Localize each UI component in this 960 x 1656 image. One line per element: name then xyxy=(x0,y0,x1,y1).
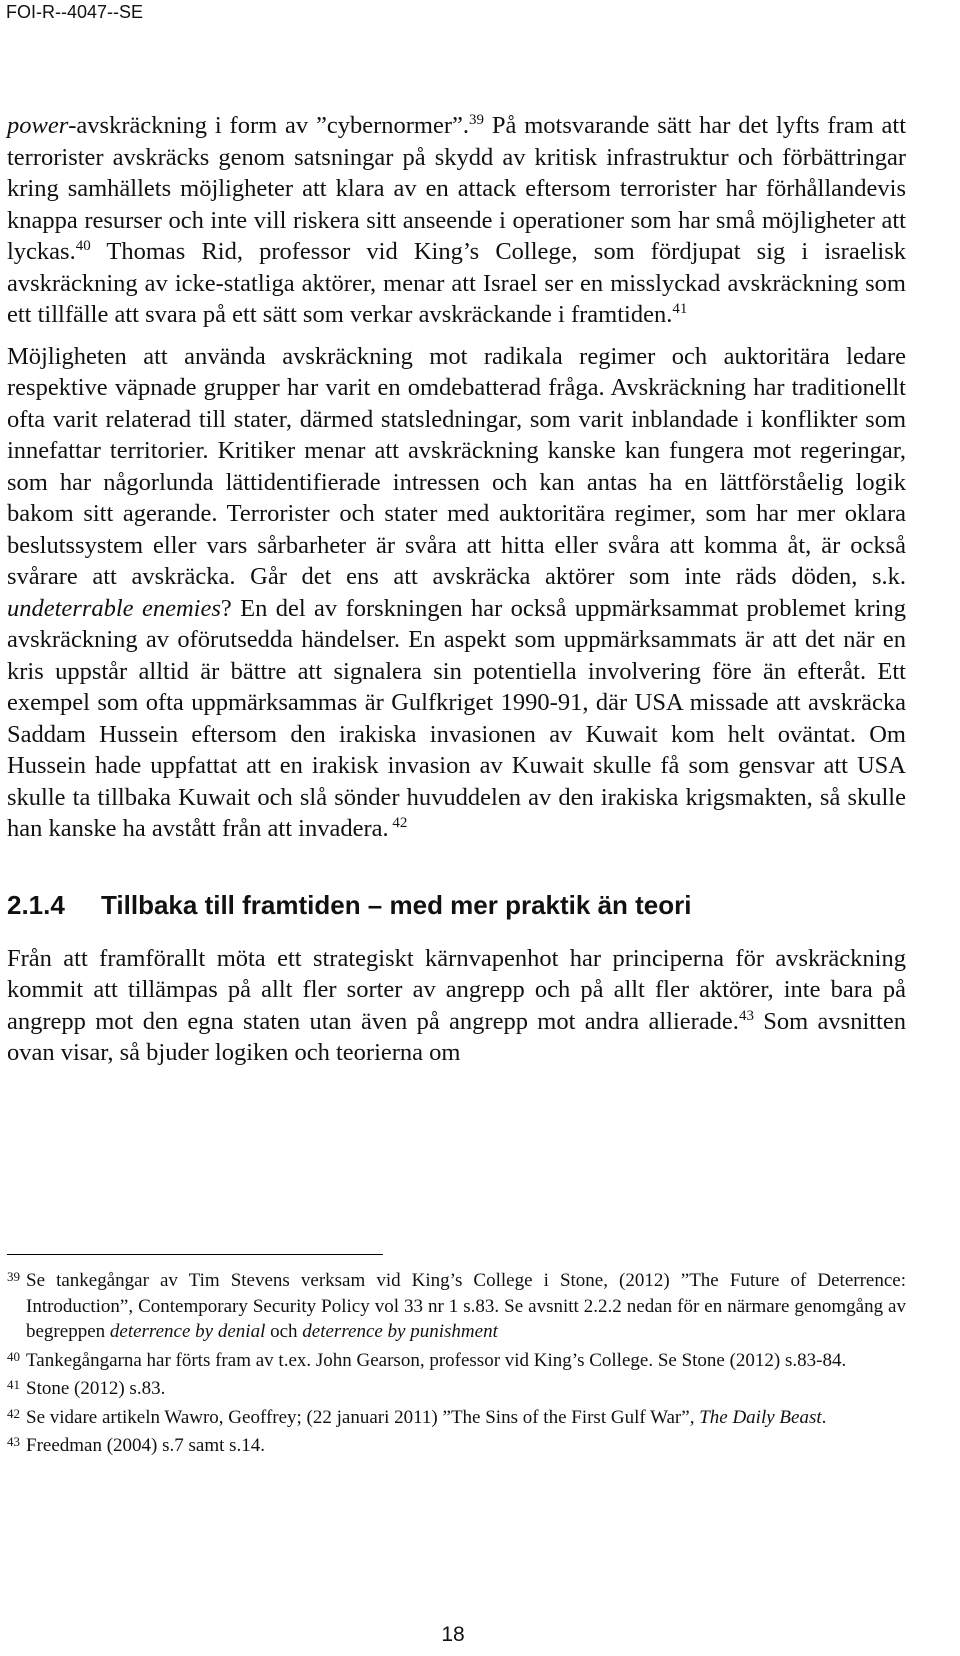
footnote-text: Se tankegångar av Tim Stevens verksam vid King’s College i Stone, (2012) ”The Future of Deterrence: Introduction”, Contemporary Security Policy vol 33 nr 1 s.83. Se avsnitt 2.2.2 nedan för en närmare genomgång av begreppen xyxy=(26,1270,906,1342)
footnote-text: Tankegångarna har förts fram av t.ex. John Gearson, professor vid King’s College. Se Stone (2012) s.83-84. xyxy=(26,1349,847,1371)
section-heading xyxy=(7,889,906,921)
text-run: Möjligheten att använda avskräckning mot radikala regimer och auktoritära ledare respektive väpnade grupper har varit en omdebatterad fråga. Avskräckning har traditionellt ofta varit relaterad till stater, därmed statsledningar, som varit inblandade i konflikter som innefattar territorier. Kritiker menar att avskräckning kanske kan fungera mot regeringar, som har någorlunda lättidentifierade intressen och kan antas ha en lättförståelig logik bakom sitt agerande. Terrorister och stater med auktoritära regimer, som har mer oklara beslutssystem eller vars sårbarheter är svåra att hitta eller svåra att komma åt, är också svårare att avskräcka. Går det ens att avskräcka aktörer som inte räds döden, s.k. xyxy=(7,342,906,590)
footnote-ref-43[interactable]: 43 xyxy=(738,1007,754,1024)
body-paragraph-3 xyxy=(7,943,906,1069)
footnote-43 xyxy=(7,1433,906,1459)
italic-term: power xyxy=(7,112,69,139)
body-paragraph-1 xyxy=(7,110,906,331)
document-id-header: FOI-R--4047--SE xyxy=(6,2,144,22)
footnote-40 xyxy=(7,1348,906,1374)
main-text xyxy=(7,110,906,1079)
text-run: Thomas Rid, professor vid King’s College, som fördjupat sig i israelisk avskräckning av icke-statliga aktörer, menar att Israel ser en misslyckad avskräckning som ett tillfälle att svara på ett sätt som verkar avskräckande i framtiden. xyxy=(7,238,906,328)
footnote-text: . xyxy=(821,1406,827,1428)
footnote-number: 39 xyxy=(7,1269,20,1284)
footnote-39 xyxy=(7,1268,906,1345)
footnote-ref-41[interactable]: 41 xyxy=(672,301,688,317)
footnote-number: 43 xyxy=(7,1434,20,1449)
footnote-number: 41 xyxy=(7,1377,20,1392)
footnote-ref-42[interactable]: 42 xyxy=(388,815,408,831)
footnote-42 xyxy=(7,1405,906,1431)
footnote-italic: deterrence by punishment xyxy=(302,1321,498,1342)
page-number: 18 xyxy=(441,1623,465,1646)
footnote-ref-40[interactable]: 40 xyxy=(75,238,91,254)
footnote-separator xyxy=(7,1254,383,1255)
text-run: ? En del av forskningen har också uppmärksammat problemet kring avskräckning av oförutsedda händelser. En aspekt som uppmärksammats är att det när en kris uppstår alltid är bättre att signalera sin potentiella involvering före än efteråt. Ett exempel som ofta uppmärksammas är Gulfkriget 1990-91, där USA missade att avskräcka Saddam Hussein eftersom den irakiska invasionen av Kuwait kom helt oväntat. Om Hussein hade uppfattat att en irakisk invasion av Kuwait skulle få som gensvar att USA skulle ta tillbaka Kuwait och slå sönder huvuddelen av den irakiska krigsmakten, så skulle han kanske ha avstått från att invadera. xyxy=(7,594,906,842)
section-title: Tillbaka till framtiden – med mer praktik än teori xyxy=(101,889,692,920)
italic-term: undeterrable enemies xyxy=(7,594,221,622)
footnote-italic: deterrence by denial xyxy=(109,1321,266,1342)
text-run: -avskräckning i form av ”cybernormer”. xyxy=(68,112,470,139)
footnote-41 xyxy=(7,1376,906,1402)
footnote-text: Se vidare artikeln Wawro, Geoffrey; (22 januari 2011) ”The Sins of the First Gulf War”, xyxy=(26,1406,700,1428)
section-number: 2.1.4 xyxy=(7,889,65,920)
footnote-text: Stone (2012) s.83. xyxy=(26,1378,166,1399)
body-paragraph-2 xyxy=(7,341,906,845)
footnotes xyxy=(7,1268,906,1462)
text-run: Som avsnitten ovan visar, så bjuder logiken och teorierna om xyxy=(7,1007,906,1066)
footnote-number: 42 xyxy=(7,1405,20,1421)
text-run: På motsvarande sätt har det lyfts fram att terrorister avskräcks genom satsningar på skydd av kritisk infrastruktur och förbättringar kring samhällets möjligheter att klara av en attack eftersom terrorister har förhållandevis knappa resurser och inte vill riskera sitt anseende i operationer som har små möjligheter att lyckas. xyxy=(7,112,906,265)
footnote-text: Freedman (2004) s.7 samt s.14. xyxy=(26,1435,266,1456)
footnote-text: och xyxy=(265,1321,303,1342)
text-run: Från att framförallt möta ett strategiskt kärnvapenhot har principerna för avskräckning kommit att tillämpas på allt fler sorter av angrepp och på allt fler aktörer, inte bara på angrepp mot den egna staten utan även på angrepp mot andra allierade. xyxy=(7,944,906,1035)
footnote-ref-39[interactable]: 39 xyxy=(469,112,485,128)
footnote-italic: The Daily Beast xyxy=(699,1406,822,1428)
footnote-number: 40 xyxy=(7,1348,20,1364)
